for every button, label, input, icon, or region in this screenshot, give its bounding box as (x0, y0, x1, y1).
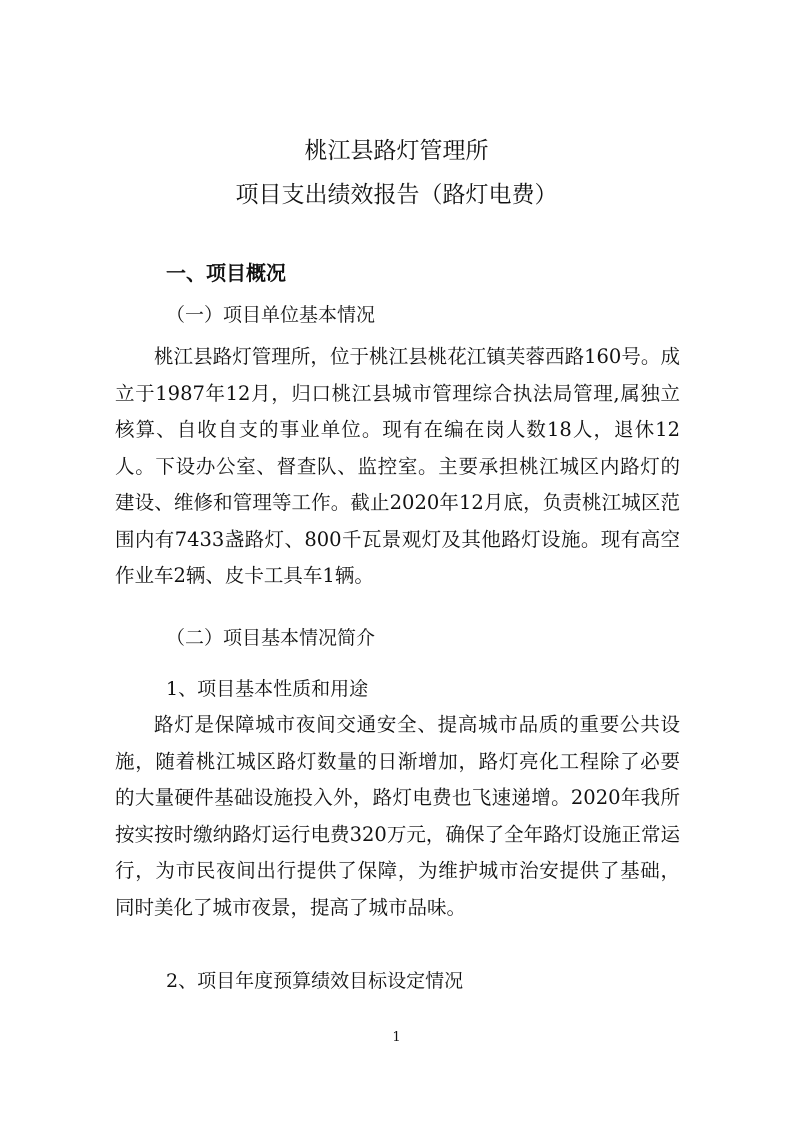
page-number: 1 (392, 1030, 401, 1045)
document-title: 桃江县路灯管理所 (304, 138, 489, 164)
subsection-heading: （二）项目基本情况简介 (166, 627, 376, 649)
document-subtitle: 项目支出绩效报告（路灯电费） (235, 182, 558, 208)
paragraph-unit-info: 桃江县路灯管理所，位于桃江县桃花江镇芙蓉西路160号。成立于1987年12月，归口桃江县城市管理综合执法局管理,属独立核算、自收自支的事业单位。现有在编在岗人数18人，退休12人。下设办公室、督查队、监控室。主要承担桃江城区内路灯的建设、维修和管理等工作。截止2020年12月底，负责桃江城区范围内有7433盏路灯、800千瓦景观灯及其他路灯设施。现有高空作业车2辆、皮卡工具车1辆。 (115, 345, 680, 587)
section-heading: 一、项目概况 (166, 261, 286, 285)
item-heading: 1、项目基本性质和用途 (166, 678, 369, 700)
subsection-heading: （一）项目单位基本情况 (166, 304, 376, 326)
paragraph-project-purpose: 路灯是保障城市夜间交通安全、提高城市品质的重要公共设施，随着桃江城区路灯数量的日渐增加，路灯亮化工程除了必要的大量硬件基础设施投入外，路灯电费也飞速递增。2020年我所按实按时缴纳路灯运行电费320万元，确保了全年路灯设施正常运行，为市民夜间出行提供了保障，为维护城市治安提供了基础，同时美化了城市夜景，提高了城市品味。 (115, 713, 680, 919)
item-heading: 2、项目年度预算绩效目标设定情况 (166, 970, 464, 992)
